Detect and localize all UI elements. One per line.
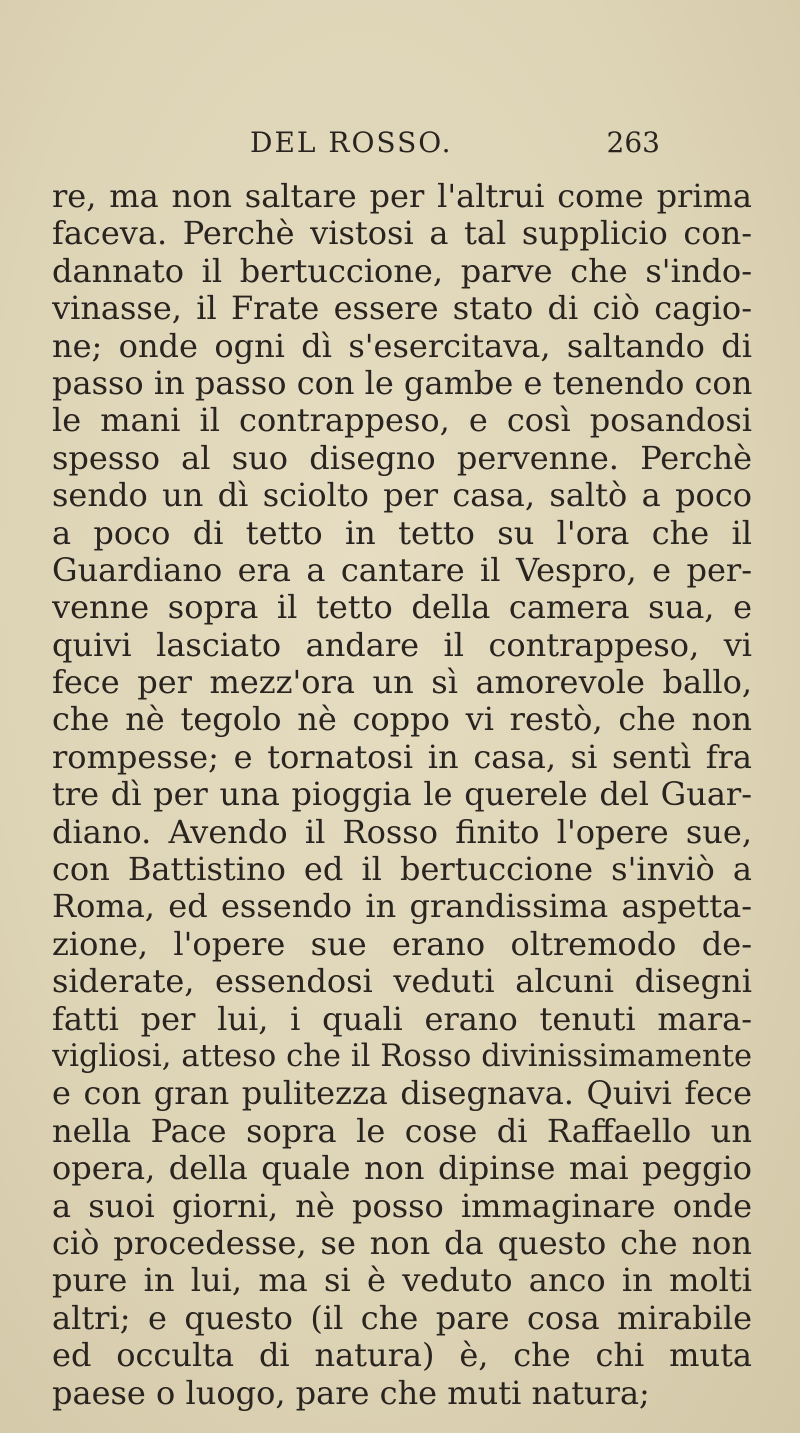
text-line: ne; onde ogni dì s'esercitava, saltando di [52,327,752,365]
text-line: fatti per lui, i quali erano tenuti mara- [52,1000,752,1038]
text-line: paese o luogo, pare che muti natura; [52,1374,650,1412]
text-line: a suoi giorni, nè posso immaginare onde [52,1187,752,1225]
text-line: faceva. Perchè vistosi a tal supplicio con- [52,215,752,253]
text-line: che nè tegolo nè coppo vi restò, che non [52,701,752,739]
body-text [52,178,752,1412]
text-line: opera, della quale non dipinse mai peggio [52,1150,752,1188]
text-line: sendo un dì sciolto per casa, saltò a poco [52,477,752,515]
text-line: spesso al suo disegno pervenne. Perchè [52,439,752,477]
text-line: rompesse; e tornatosi in casa, si sentì fra [52,738,752,776]
text-line: zione, l'opere sue erano oltremodo de- [52,925,752,963]
text-line: ed occulta di natura) è, che chi muta [52,1337,752,1375]
text-line: e con gran pulitezza disegnava. Quivi fece [52,1075,752,1113]
text-line: Roma, ed essendo in grandissima aspetta- [52,888,752,926]
page-header [250,126,660,162]
text-line: con Battistino ed il bertuccione s'inviò a [52,851,752,889]
page-number: 263 [606,126,660,159]
text-line: nella Pace sopra le cose di Raffaello un [52,1112,752,1150]
text-line: pure in lui, ma si è veduto anco in molti [52,1262,752,1300]
text-line: a poco di tetto in tetto su l'ora che il [52,514,752,552]
text-line: vinasse, il Frate essere stato di ciò cagio- [52,290,752,328]
text-line: dannato il bertuccione, parve che s'indo- [52,252,752,290]
text-line: altri; e questo (il che pare cosa mirabile [52,1299,752,1337]
text-line: vigliosi, atteso che il Rosso divinissimamente [52,1038,752,1074]
text-line: passo in passo con le gambe e tenendo con [52,364,752,402]
text-line: Guardiano era a cantare il Vespro, e per- [52,551,752,589]
running-title: DEL ROSSO. [250,126,453,159]
text-line: fece per mezz'ora un sì amorevole ballo, [52,664,752,702]
text-line: quivi lasciato andare il contrappeso, vi [52,626,752,664]
text-line: venne sopra il tetto della camera sua, e [52,589,752,627]
text-line: siderate, essendosi veduti alcuni disegni [52,963,752,1001]
text-line: diano. Avendo il Rosso finito l'opere sue, [52,813,752,851]
text-line: re, ma non saltare per l'altrui come prima [52,178,752,215]
text-line: tre dì per una pioggia le querele del Guar- [52,776,752,814]
text-line: ciò procedesse, se non da questo che non [52,1224,752,1262]
text-line: le mani il contrappeso, e così posandosi [52,402,752,440]
